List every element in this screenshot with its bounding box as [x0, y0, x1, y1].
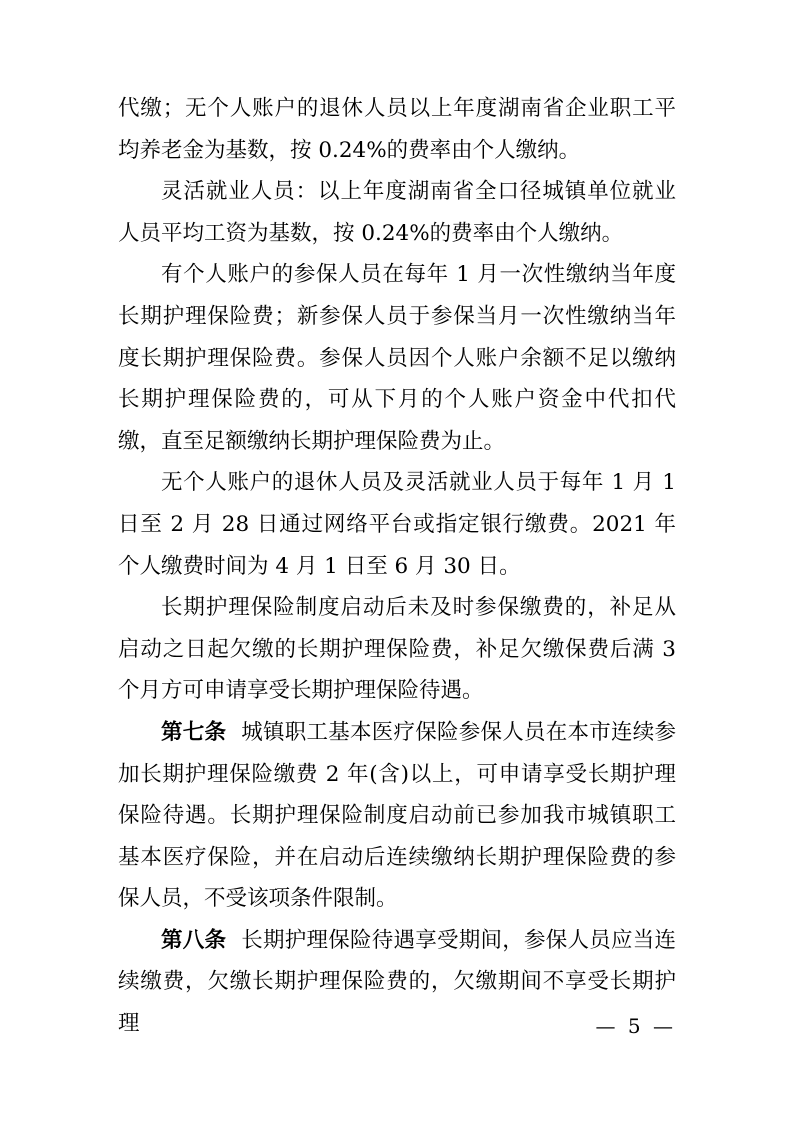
article-8-number: 第八条: [161, 927, 227, 953]
paragraph-text: 长期护理保险制度启动后未及时参保缴费的，补足从启动之日起欠缴的长期护理保险费，补足欠缴保费后满 3 个月方可申请享受长期护理保险待遇。: [118, 595, 676, 704]
paragraph-text: 代缴；无个人账户的退休人员以上年度湖南省企业职工平均养老金为基数，按 0.24%的费率由个人缴纳。: [118, 96, 676, 163]
paragraph-article-8: [118, 920, 676, 1045]
paragraph: [118, 462, 676, 587]
paragraph-text: 有个人账户的参保人员在每年 1 月一次性缴纳当年度长期护理保险费；新参保人员于参保当月一次性缴纳当年度长期护理保险费。参保人员因个人账户余额不足以缴纳长期护理保险费的，可从下月的个人账户资金中代扣代缴，直至足额缴纳长期护理保险费为止。: [118, 262, 676, 454]
paragraph-continuation: [118, 88, 676, 171]
paragraph: [118, 587, 676, 712]
paragraph-text: 灵活就业人员：以上年度湖南省全口径城镇单位就业人员平均工资为基数，按 0.24%的费率由个人缴纳。: [118, 179, 676, 246]
paragraph-text: 无个人账户的退休人员及灵活就业人员于每年 1 月 1 日至 2 月 28 日通过网络平台或指定银行缴费。2021 年个人缴费时间为 4 月 1 日至 6 月 30 日。: [118, 470, 676, 579]
paragraph: [118, 254, 676, 462]
paragraph-text: 城镇职工基本医疗保险参保人员在本市连续参加长期护理保险缴费 2 年(含)以上，可申请享受长期护理保险待遇。长期护理保险制度启动前已参加我市城镇职工基本医疗保险，并在启动后连续缴纳长期护理保险费的参保人员，不受该项条件限制。: [118, 719, 676, 912]
page-number: — 5 —: [595, 1014, 676, 1038]
article-7-number: 第七条: [161, 719, 227, 745]
paragraph-text: 长期护理保险待遇享受期间，参保人员应当连续缴费，欠缴长期护理保险费的，欠缴期间不享受长期护理: [118, 927, 676, 1037]
document-body: [118, 88, 676, 1045]
paragraph: [118, 171, 676, 254]
paragraph-article-7: [118, 712, 676, 920]
